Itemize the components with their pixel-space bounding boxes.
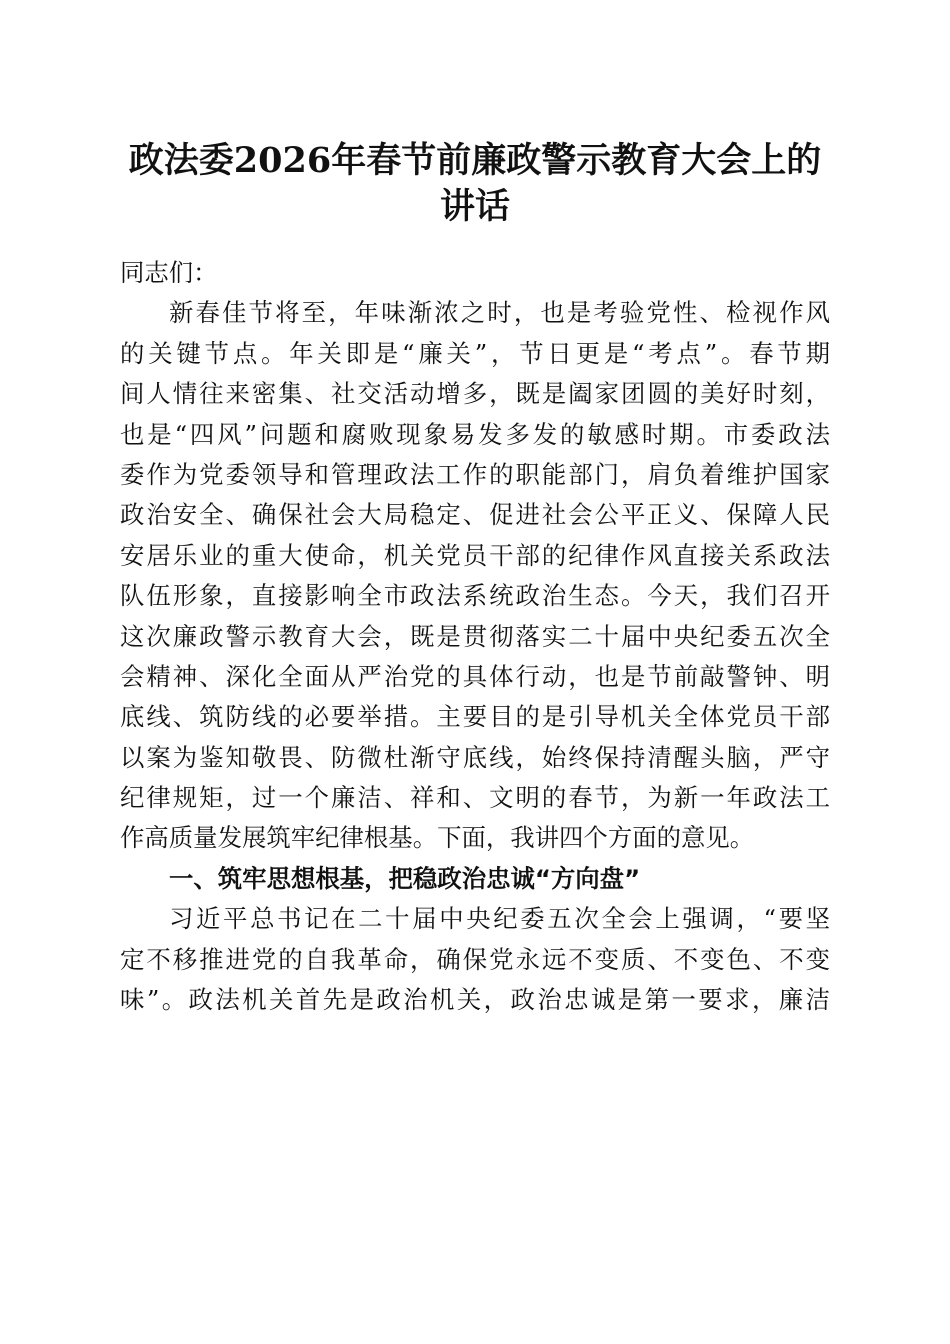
paragraph-line: 味”。政法机关首先是政治机关，政治忠诚是第一要求，廉洁: [120, 985, 830, 1015]
salutation: 同志们：: [120, 258, 218, 287]
paragraph-line: 安居乐业的重大使命，机关党员干部的纪律作风直接关系政法: [120, 540, 830, 570]
paragraph-line: 会精神、深化全面从严治党的具体行动，也是节前敲警钟、明: [120, 661, 830, 691]
paragraph-line: 新春佳节将至，年味渐浓之时，也是考验党性、检视作风: [169, 298, 830, 328]
paragraph-line: 的关键节点。年关即是“廉关”，节日更是“考点”。春节期: [120, 338, 830, 368]
paragraph-line: 队伍形象，直接影响全市政法系统政治生态。今天，我们召开: [120, 581, 830, 611]
document-title: [110, 138, 840, 230]
paragraph-line: 政治安全、确保社会大局稳定、促进社会公平正义、保障人民: [120, 500, 830, 530]
paragraph-line: 习近平总书记在二十届中央纪委五次全会上强调，“要坚: [169, 904, 830, 934]
title-line: 讲话: [439, 186, 510, 227]
paragraph-line: 以案为鉴知敬畏、防微杜渐守底线，始终保持清醒头脑，严守: [120, 742, 830, 772]
paragraph-line: 这次廉政警示教育大会，既是贯彻落实二十届中央纪委五次全: [120, 621, 830, 651]
paragraph-line: 定不移推进党的自我革命，确保党永远不变质、不变色、不变: [120, 944, 830, 974]
paragraph-line: 纪律规矩，过一个廉洁、祥和、文明的春节，为新一年政法工: [120, 783, 830, 813]
paragraph-line: 底线、筑防线的必要举措。主要目的是引导机关全体党员干部: [120, 702, 830, 732]
title-line: 政法委2026年春节前廉政警示教育大会上的: [128, 140, 822, 181]
paragraph-line: 委作为党委领导和管理政法工作的职能部门，肩负着维护国家: [120, 459, 830, 489]
document-body: [120, 253, 830, 1020]
paragraph-1: [120, 293, 830, 858]
paragraph-2: [120, 899, 830, 1020]
paragraph-line: 也是“四风”问题和腐败现象易发多发的敏感时期。市委政法: [120, 419, 830, 449]
paragraph-line: 作高质量发展筑牢纪律根基。下面，我讲四个方面的意见。: [120, 823, 755, 853]
section-heading: 一、筑牢思想根基，把稳政治忠诚“方向盘”: [169, 863, 641, 893]
paragraph-line: 间人情往来密集、社交活动增多，既是阖家团圆的美好时刻，: [120, 379, 830, 409]
